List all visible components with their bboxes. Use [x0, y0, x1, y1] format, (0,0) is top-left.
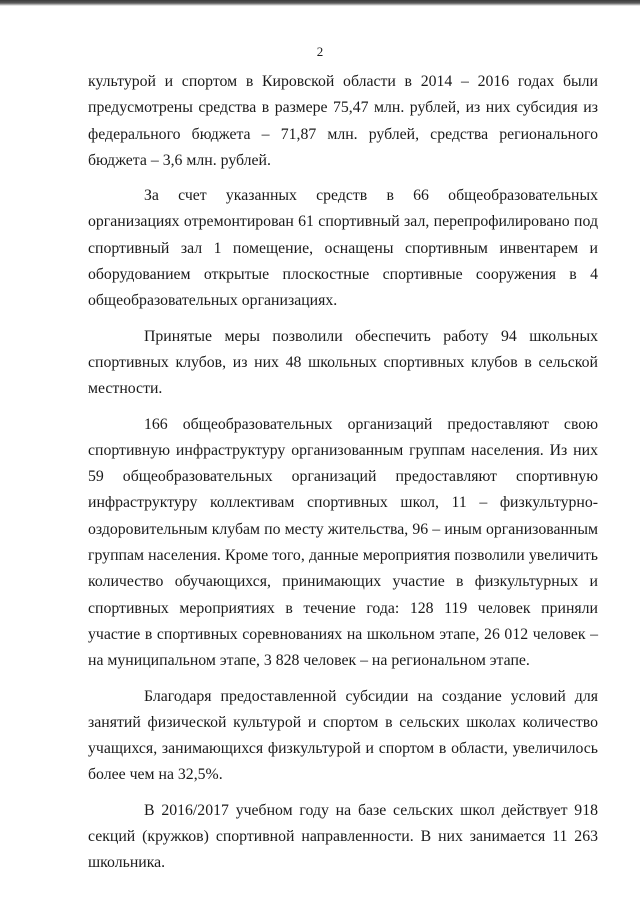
page-number: 2: [316, 44, 324, 59]
scan-top-edge: [0, 0, 640, 6]
document-body: [88, 69, 598, 877]
paragraph-repairs: За счет указанных средств в 66 общеобразовательных организациях отремонтирован 61 спортивный зал, перепрофилировано под спортивный зал 1 помещение, оснащены спортивным инвентарем и оборудованием открытые плоскостные спортивные сооружения в 4 общеобразовательных организациях.: [88, 187, 598, 310]
paragraph-infrastructure: 166 общеобразовательных организаций предоставляют свою спортивную инфраструктуру организованным группам населения. Из них 59 общеобразовательных организаций предоставляют спортивную инфраструктуру коллективам спортивных школ, 11 – физкультурно-оздоровительным клубам по месту жительства, 96 – иным организованным группам населения. Кроме того, данные мероприятия позволили увеличить количество обучающихся, принимающих участие в физкультурных и спортивных мероприятиях в течение года: 128 119 человек приняли участие в спортивных соревнованиях на школьном этапе, 26 012 человек – на муниципальном этапе, 3 828 человек – на региональном этапе.: [88, 415, 598, 670]
paragraph-subsidy-results: Благодаря предоставленной субсидии на создание условий для занятий физической культурой и спортом в сельских школах количество учащихся, занимающихся физкультурой и спортом в области, увеличилось более чем на 32,5%.: [88, 687, 598, 784]
paragraph-sections: В 2016/2017 учебном году на базе сельских школ действует 918 секций (кружков) спортивной направленности. В них занимается 11 263 школьника.: [88, 801, 598, 872]
paragraph-funding: культурой и спортом в Кировской области в 2014 – 2016 годах были предусмотрены средства в размере 75,47 млн. рублей, из них субсидия из федерального бюджета – 71,87 млн. рублей, средства регионального бюджета – 3,6 млн. рублей.: [88, 73, 598, 169]
paragraph-school-clubs: Принятые меры позволили обеспечить работу 94 школьных спортивных клубов, из них 48 школьных спортивных клубов в сельской местности.: [88, 327, 598, 398]
